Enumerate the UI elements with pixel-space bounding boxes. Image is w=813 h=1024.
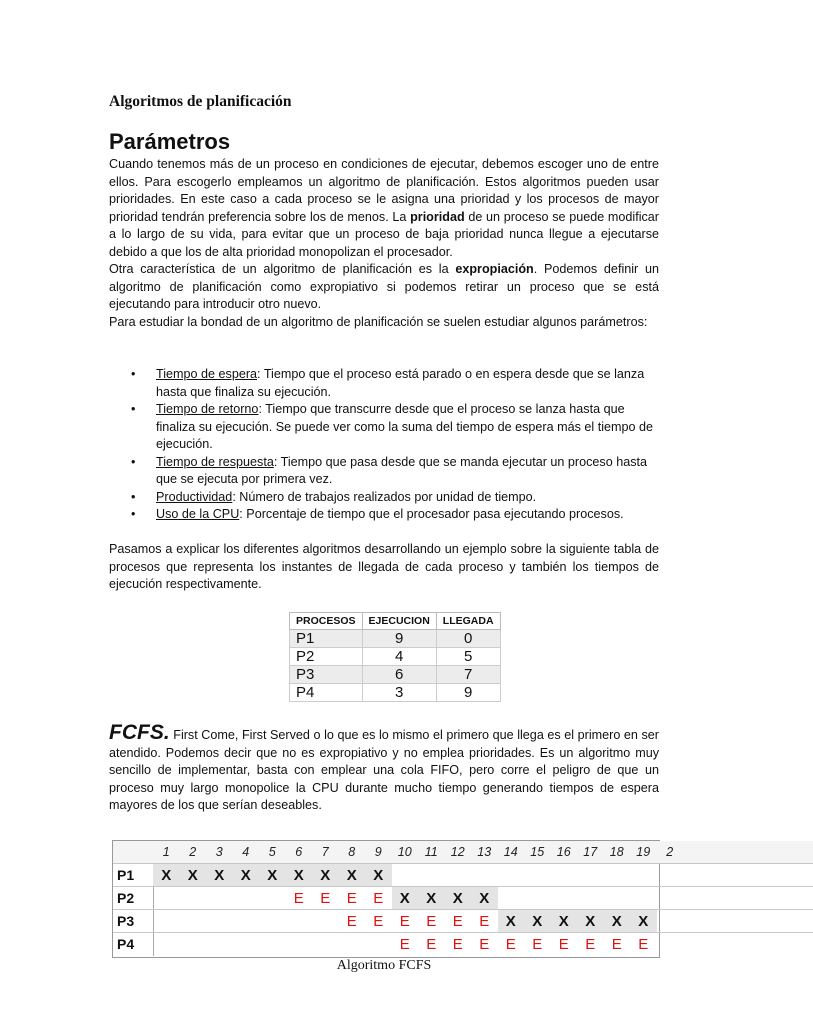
gantt-exec-cell: X [392, 887, 419, 910]
list-item [109, 454, 659, 489]
column-header: EJECUCION [362, 613, 436, 630]
gantt-wait-cell: E [585, 936, 596, 953]
gantt-tick-label: 10 [397, 845, 412, 859]
processes-paragraph: Pasamos a explicar los diferentes algoritmos desarrollando un ejemplo sobre la siguiente tabla de procesos que representa los instantes de llegada de cada proceso y también los tiempos de ejecución respectivamente. [109, 542, 659, 591]
gantt-exec-cell: X [206, 864, 233, 887]
fcfs-gantt-chart [112, 840, 674, 958]
gantt-exec-cell: X [498, 910, 525, 933]
table-cell: 7 [436, 666, 500, 684]
column-header: LLEGADA [436, 613, 500, 630]
gantt-tick-label: 1 [162, 845, 170, 859]
gantt-tick-label: 17 [583, 845, 598, 859]
bullet-icon: • [131, 489, 136, 504]
gantt-wait-cell: E [611, 936, 622, 953]
intro-bold-expropiacion: expropiación [455, 262, 534, 276]
gantt-tick-label: 6 [295, 845, 303, 859]
list-item [109, 401, 659, 454]
gantt-tick-label: 5 [268, 845, 276, 859]
gantt-tick-label: 19 [636, 845, 651, 859]
process-table [289, 612, 501, 702]
list-text: : Porcentaje de tiempo que el procesador pasa ejecutando procesos. [239, 507, 624, 521]
list-item [109, 506, 659, 524]
intro-text: de un proceso se puede modificar a lo largo de su vida, para evitar que un proceso de baja prioridad nunca llegue a ejecutarse debido a que los de alta prioridad monopolizan el procesador. [109, 209, 659, 259]
gantt-wait-cell: E [426, 936, 437, 953]
list-text: : Tiempo que pasa desde que se manda ejecutar un proceso hasta que se ejecuta por primera vez. [156, 454, 648, 486]
bullet-icon: • [131, 454, 136, 469]
parameters-list [109, 366, 659, 524]
gantt-row-label: P4 [113, 933, 154, 956]
table-cell: 4 [362, 648, 436, 666]
table-cell: 5 [436, 648, 500, 666]
gantt-tick-label: 13 [477, 845, 492, 859]
table-cell: P1 [290, 630, 363, 648]
bullet-icon: • [131, 507, 136, 521]
table-header-row [290, 613, 501, 630]
list-text: : Tiempo que el proceso está parado o en espera desde que se lanza hasta que finaliza su ejecución. [156, 367, 645, 399]
bullet-icon: • [131, 402, 136, 416]
gantt-wait-cell: E [373, 913, 384, 930]
list-item [109, 366, 659, 401]
intro-text: Otra característica de un algoritmo de planificación es la [109, 262, 456, 276]
gantt-exec-cell: X [365, 864, 392, 887]
gantt-row [113, 886, 813, 910]
gantt-exec-cell: X [630, 910, 657, 933]
gantt-tick-label: 3 [215, 845, 223, 859]
gantt-wait-cell: E [479, 936, 490, 953]
gantt-exec-cell: X [604, 910, 631, 933]
bullet-icon: • [131, 367, 136, 381]
gantt-exec-cell: X [418, 887, 445, 910]
gantt-exec-cell: X [524, 910, 551, 933]
gantt-tick-label: 9 [374, 845, 382, 859]
gantt-wait-cell: E [532, 936, 543, 953]
gantt-tick-label: 15 [530, 845, 545, 859]
gantt-wait-cell: E [320, 890, 331, 907]
section-heading: Parámetros [109, 129, 231, 154]
gantt-wait-cell: E [452, 913, 463, 930]
document-title: Algoritmos de planificación [109, 93, 292, 110]
gantt-wait-cell: E [638, 936, 649, 953]
table-row [290, 648, 501, 666]
gantt-tick-label: 11 [424, 845, 438, 859]
table-cell: P2 [290, 648, 363, 666]
intro-bold-prioridad: prioridad [410, 209, 465, 224]
gantt-wait-cell: E [399, 913, 410, 930]
list-term: Productividad [156, 489, 233, 504]
gantt-row [113, 863, 813, 887]
gantt-exec-cell: X [551, 910, 578, 933]
gantt-wait-cell: E [399, 936, 410, 953]
table-cell: P3 [290, 666, 363, 684]
gantt-wait-cell: E [452, 936, 463, 953]
gantt-exec-cell: X [471, 887, 498, 910]
list-term: Tiempo de espera [156, 367, 258, 381]
gantt-header [113, 841, 813, 863]
gantt-tick-label: 14 [503, 845, 518, 859]
table-cell: 0 [436, 630, 500, 648]
gantt-tick-label: 7 [321, 845, 329, 859]
fcfs-text: First Come, First Served o lo que es lo mismo el primero que llega es el primero en ser atendido. Podemos decir que no es expropiativo y no emplea prioridades. Es un algoritmo muy sencillo de implementar, basta con emplear una cola FIFO, pero corre el peligro de que un proceso muy largo monopolice la CPU durante mucho tiempo generando tiempos de espera mayores de los que serían deseables. [109, 728, 659, 812]
table-cell: 9 [362, 630, 436, 648]
gantt-exec-cell: X [577, 910, 604, 933]
gantt-row-label: P1 [113, 864, 154, 887]
gantt-exec-cell: X [445, 887, 472, 910]
gantt-tick-label: 2 [666, 845, 674, 859]
list-item [109, 489, 659, 507]
table-row [290, 666, 501, 684]
list-term: Tiempo de respuesta [156, 454, 274, 469]
list-text: : Número de trabajos realizados por unidad de tiempo. [232, 489, 537, 504]
gantt-tick-label: 18 [609, 845, 624, 859]
gantt-wait-cell: E [479, 913, 490, 930]
gantt-exec-cell: X [153, 864, 180, 887]
gantt-wait-cell: E [346, 913, 357, 930]
column-header: PROCESOS [290, 613, 363, 630]
gantt-exec-cell: X [339, 864, 366, 887]
gantt-exec-cell: X [259, 864, 286, 887]
gantt-wait-cell: E [293, 890, 304, 907]
gantt-tick-label: 2 [189, 845, 197, 859]
gantt-tick-label: 8 [348, 845, 356, 859]
figure-caption: Algoritmo FCFS [336, 958, 432, 973]
fcfs-paragraph [109, 721, 659, 815]
gantt-tick-label: 16 [556, 845, 571, 859]
gantt-tick-label: 12 [450, 845, 465, 859]
intro-paragraph [109, 156, 659, 331]
gantt-row [113, 909, 813, 933]
gantt-row-label: P3 [113, 910, 154, 933]
fcfs-heading: FCFS. [109, 721, 170, 744]
list-text: : Tiempo que transcurre desde que el proceso se lanza hasta que finaliza su ejecución. Se puede ver como la suma del tiempo de espera más el tiempo de ejecución. [156, 402, 654, 451]
gantt-wait-cell: E [426, 913, 437, 930]
table-cell: 6 [362, 666, 436, 684]
list-term: Tiempo de retorno [156, 402, 259, 416]
gantt-exec-cell: X [233, 864, 260, 887]
list-term: Uso de la CPU [156, 507, 240, 521]
intro-text: . Podemos definir un algoritmo de planificación como expropiativo si podemos retirar un proceso que se está ejecutando para introducir otro nuevo. [109, 262, 659, 311]
gantt-row-label: P2 [113, 887, 154, 910]
gantt-wait-cell: E [558, 936, 569, 953]
table-row [290, 630, 501, 648]
gantt-exec-cell: X [180, 864, 207, 887]
intro-text: Para estudiar la bondad de un algoritmo de planificación se suelen estudiar algunos parámetros: [109, 314, 648, 329]
gantt-wait-cell: E [373, 890, 384, 907]
gantt-exec-cell: X [286, 864, 313, 887]
intro-text: Cuando tenemos más de un proceso en condiciones de ejecutar, debemos escoger uno de entre ellos. Para escogerlo empleamos un algoritmo de planificación. Estos algoritmos pueden usar prioridades. En este caso a cada proceso se le asigna una prioridad y los procesos de mayor prioridad tendrán preferencia sobre los de menos. La [109, 157, 659, 224]
table-cell: P4 [290, 684, 363, 702]
gantt-row [113, 932, 813, 956]
gantt-tick-label: 4 [242, 845, 250, 859]
table-cell: 3 [362, 684, 436, 702]
gantt-exec-cell: X [312, 864, 339, 887]
gantt-wait-cell: E [505, 936, 516, 953]
table-cell: 9 [436, 684, 500, 702]
gantt-wait-cell: E [346, 890, 357, 907]
table-row [290, 684, 501, 702]
